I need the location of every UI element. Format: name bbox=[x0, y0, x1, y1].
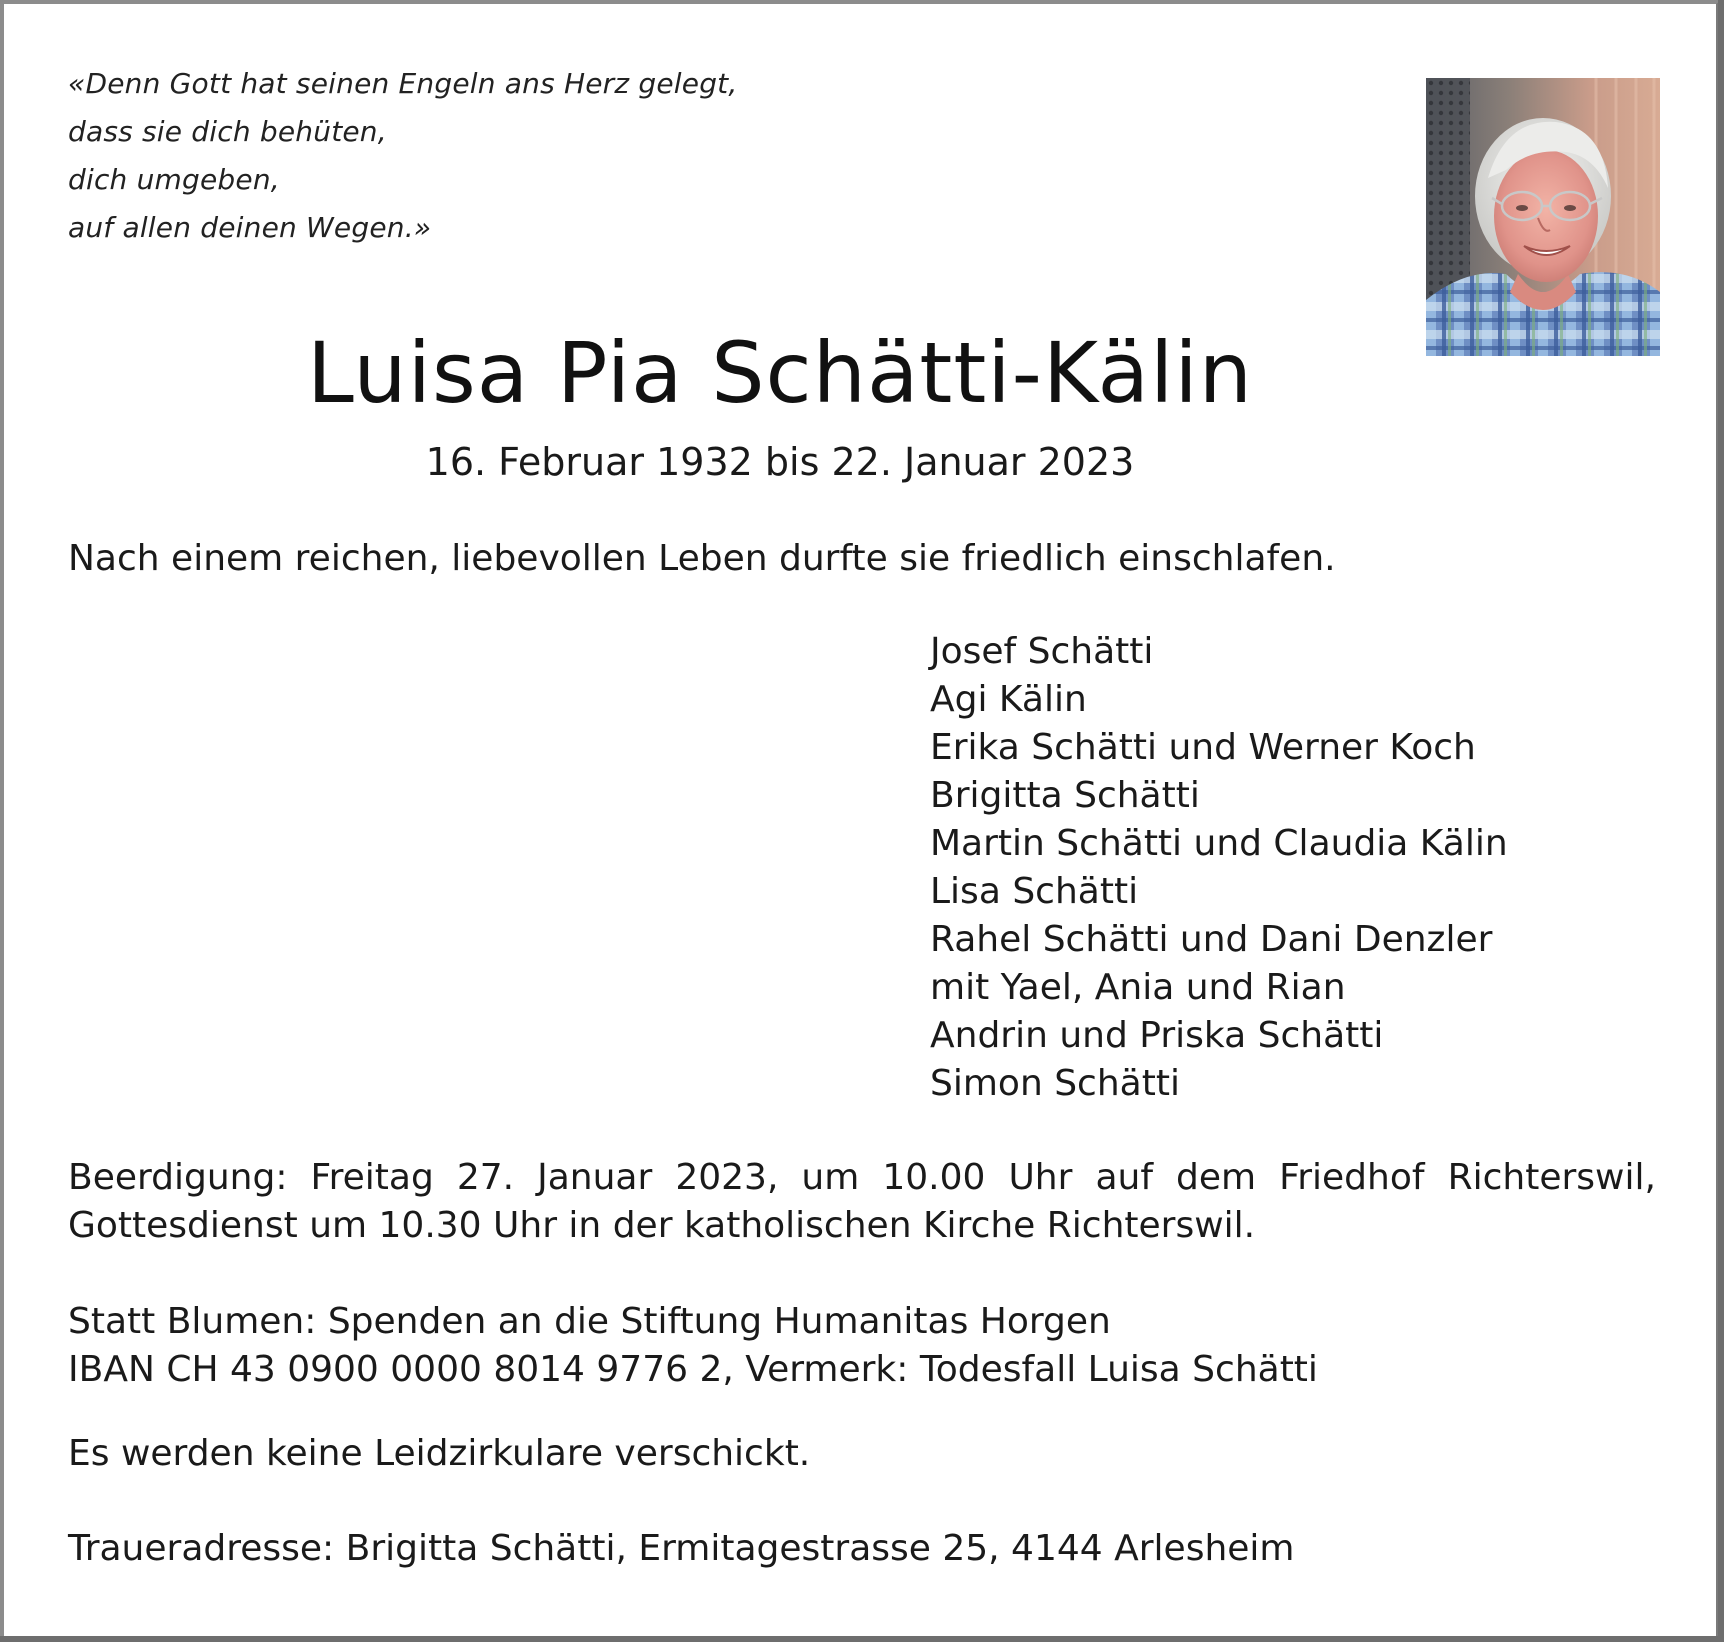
mourner-entry: Andrin und Priska Schätti bbox=[930, 1015, 1384, 1056]
funeral-word: 10.00 bbox=[882, 1157, 986, 1198]
quote-line: dass sie dich behüten, bbox=[68, 115, 387, 148]
funeral-word: auf bbox=[1095, 1157, 1153, 1198]
quote-line: auf allen deinen Wegen.» bbox=[68, 211, 432, 244]
funeral-line-2: Gottesdienst um 10.30 Uhr in der katholischen Kirche Richterswil. bbox=[68, 1205, 1256, 1246]
no-circulars-notice: Es werden keine Leidzirkulare verschickt. bbox=[68, 1433, 811, 1474]
quote-line: dich umgeben, bbox=[68, 163, 280, 196]
mourners-list bbox=[930, 628, 1508, 1108]
funeral-line-1 bbox=[68, 1154, 1656, 1202]
bible-quote bbox=[68, 60, 737, 252]
donation-iban: IBAN CH 43 0900 0000 8014 9776 2, Vermerk: Todesfall Luisa Schätti bbox=[68, 1349, 1318, 1390]
frame-shadow-right bbox=[1718, 0, 1724, 1642]
mourner-entry: Erika Schätti und Werner Koch bbox=[930, 727, 1476, 768]
mourner-entry: Josef Schätti bbox=[930, 631, 1154, 672]
deceased-name: Luisa Pia Schätti-Kälin bbox=[307, 324, 1253, 422]
donation-line-1: Statt Blumen: Spenden an die Stiftung Humanitas Horgen bbox=[68, 1301, 1111, 1342]
funeral-details bbox=[68, 1154, 1656, 1250]
funeral-word: 2023, bbox=[675, 1157, 779, 1198]
funeral-word: Richterswil, bbox=[1447, 1157, 1656, 1198]
frame-shadow-bottom bbox=[0, 1636, 1724, 1642]
funeral-word: Uhr bbox=[1008, 1157, 1073, 1198]
mourner-entry: Rahel Schätti und Dani Denzler bbox=[930, 919, 1493, 960]
quote-line: «Denn Gott hat seinen Engeln ans Herz gelegt, bbox=[68, 67, 738, 100]
funeral-word: Friedhof bbox=[1279, 1157, 1425, 1198]
mourner-entry: Brigitta Schätti bbox=[930, 775, 1200, 816]
mourning-address: Traueradresse: Brigitta Schätti, Ermitagestrasse 25, 4144 Arlesheim bbox=[68, 1528, 1295, 1569]
funeral-word: Beerdigung: bbox=[68, 1157, 288, 1198]
mourner-entry: Simon Schätti bbox=[930, 1063, 1180, 1104]
funeral-word: Januar bbox=[537, 1157, 653, 1198]
funeral-word: 27. bbox=[456, 1157, 515, 1198]
mourner-entry: Martin Schätti und Claudia Kälin bbox=[930, 823, 1508, 864]
donation-info bbox=[68, 1298, 1318, 1394]
mourner-entry: mit Yael, Ania und Rian bbox=[930, 967, 1346, 1008]
intro-sentence: Nach einem reichen, liebevollen Leben durfte sie friedlich einschlafen. bbox=[68, 538, 1336, 579]
funeral-word: dem bbox=[1176, 1157, 1257, 1198]
mourner-entry: Lisa Schätti bbox=[930, 871, 1139, 912]
funeral-word: um bbox=[801, 1157, 860, 1198]
life-dates: 16. Februar 1932 bis 22. Januar 2023 bbox=[425, 440, 1135, 484]
funeral-word: Freitag bbox=[310, 1157, 434, 1198]
portrait-photo bbox=[1426, 78, 1660, 356]
mourner-entry: Agi Kälin bbox=[930, 679, 1087, 720]
